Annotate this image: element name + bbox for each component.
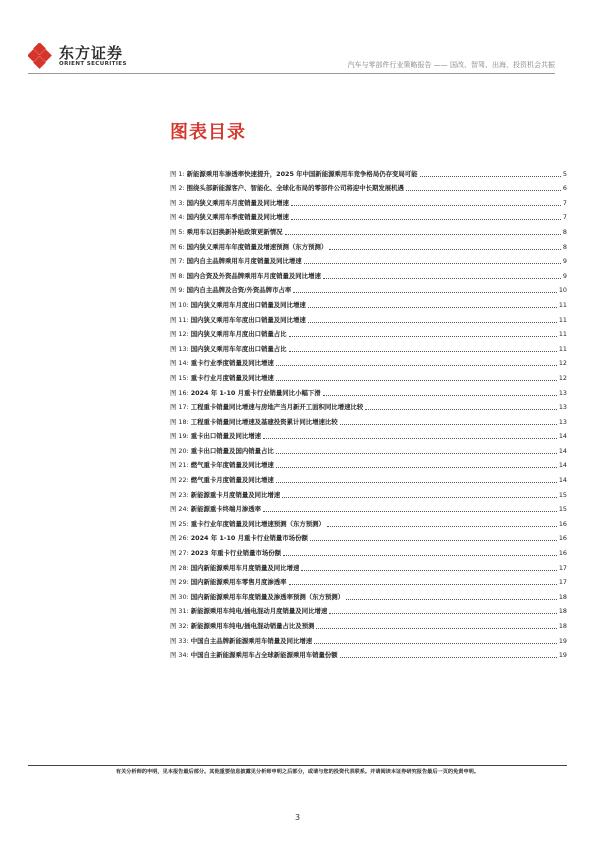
report-header-title: 汽车与零部件行业策略报告 —— 国改、智驾、出海，投资机会共振 xyxy=(347,61,555,69)
toc-figure-label: 图 33: xyxy=(170,636,189,645)
toc-entry[interactable] xyxy=(170,484,567,499)
toc-entry[interactable] xyxy=(170,426,567,441)
toc-leader-dots xyxy=(276,380,557,381)
toc-entry[interactable] xyxy=(170,513,567,528)
toc-figure-label: 图 4: xyxy=(170,213,185,222)
toc-figure-label: 图 10: xyxy=(170,300,189,309)
toc-figure-title: 燃气重卡月度销量及同比增速 xyxy=(190,476,274,485)
toc-figure-label: 图 25: xyxy=(170,519,189,528)
toc-entry[interactable] xyxy=(170,324,567,339)
toc-figure-title: 国内自主品牌及合资/外资品牌市占率 xyxy=(186,286,292,295)
toc-leader-dots xyxy=(276,467,557,468)
toc-figure-label: 图 32: xyxy=(170,622,189,630)
footer-divider xyxy=(28,765,567,766)
toc-leader-dots xyxy=(314,643,557,644)
toc-page-number: 9 xyxy=(562,271,567,280)
toc-figure-title: 国内合资及外资品牌乘用车月度销量及同比增速 xyxy=(186,271,321,280)
toc-entry[interactable] xyxy=(170,455,567,470)
toc-page-number: 19 xyxy=(558,651,567,660)
toc-figure-label: 图 20: xyxy=(170,446,189,455)
toc-page-number: 18 xyxy=(558,622,567,630)
toc-entry[interactable] xyxy=(170,440,567,455)
toc-figure-title: 新能源乘用车纯电/插电混动销量占比及预测 xyxy=(190,622,315,630)
toc-leader-dots xyxy=(304,263,561,264)
toc-leader-dots xyxy=(263,438,557,439)
toc-figure-title: 新能源重卡终端月渗透率 xyxy=(190,505,262,514)
toc-figure-label: 图 29: xyxy=(170,578,189,587)
toc-entry[interactable] xyxy=(170,251,567,266)
toc-entry[interactable] xyxy=(170,338,567,353)
toc-figure-title: 新能源重卡月度销量及同比增速 xyxy=(190,490,281,499)
toc-entry[interactable] xyxy=(170,645,567,660)
toc-figure-title: 2023 年重卡行业销量市场份额 xyxy=(190,549,282,558)
toc-page-number: 14 xyxy=(558,432,567,441)
toc-entry[interactable] xyxy=(170,615,567,630)
toc-figure-label: 图 1: xyxy=(170,169,185,178)
toc-figure-title: 国内狭义乘用车年度出口销量占比 xyxy=(190,344,287,353)
toc-figure-label: 图 19: xyxy=(170,432,189,441)
toc-entry[interactable] xyxy=(170,572,567,587)
page-number: 3 xyxy=(294,813,301,822)
toc-leader-dots xyxy=(308,307,557,308)
toc-figure-label: 图 14: xyxy=(170,359,189,368)
toc-figure-title: 国内新能源乘用车年度销量及渗透率预测（东方预测） xyxy=(190,592,345,601)
toc-entry[interactable] xyxy=(170,294,567,309)
toc-figure-title: 国内狭义乘用车年度销量及增速预测（东方预测） xyxy=(186,242,328,251)
toc-page-number: 13 xyxy=(558,388,567,397)
toc-page-number: 5 xyxy=(562,169,567,178)
toc-leader-dots xyxy=(329,249,561,250)
toc-figure-label: 图 13: xyxy=(170,344,189,353)
toc-figure-title: 2024 年 1-10 月重卡行业销量同比小幅下滑 xyxy=(190,388,321,397)
toc-page-number: 13 xyxy=(558,417,567,426)
toc-page-number: 14 xyxy=(558,446,567,455)
toc-figure-title: 国内自主品牌乘用车月度销量及同比增速 xyxy=(186,257,302,266)
toc-entry[interactable] xyxy=(170,557,567,572)
toc-figure-label: 图 12: xyxy=(170,330,189,339)
toc-figure-title: 中国自主品牌新能源乘用车销量及同比增速 xyxy=(190,636,313,645)
toc-leader-dots xyxy=(346,599,557,600)
toc-page-number: 18 xyxy=(558,592,567,601)
toc-figure-label: 图 11: xyxy=(170,315,189,324)
toc-entry[interactable] xyxy=(170,397,567,412)
toc-page-number: 9 xyxy=(562,257,567,266)
toc-entry[interactable] xyxy=(170,192,567,207)
toc-figure-title: 重卡出口销量及同比增速 xyxy=(190,432,262,441)
toc-figure-title: 国内新能源乘用车零售月度渗透率 xyxy=(190,578,287,587)
toc-leader-dots xyxy=(291,205,561,206)
toc-figure-title: 中国自主新能源乘用车占全球新能源乘用车销量份额 xyxy=(190,651,338,660)
toc-page-number: 15 xyxy=(558,490,567,499)
toc-entry[interactable] xyxy=(170,178,567,193)
logo-english-name: ORIENT SECURITIES xyxy=(59,61,127,67)
toc-figure-title: 2024 年 1-10 月重卡行业销量市场份额 xyxy=(190,534,308,543)
toc-page-number: 7 xyxy=(562,213,567,222)
toc-page-number: 8 xyxy=(562,242,567,251)
toc-leader-dots xyxy=(316,628,556,629)
toc-figure-title: 燃气重卡年度销量及同比增速 xyxy=(190,461,274,470)
toc-figure-label: 图 28: xyxy=(170,563,189,572)
toc-leader-dots xyxy=(340,657,557,658)
page-title: 图表目录 xyxy=(170,122,246,143)
toc-figure-title: 重卡行业季度销量及同比增速 xyxy=(190,359,274,368)
toc-page-number: 15 xyxy=(558,505,567,514)
toc-entry[interactable] xyxy=(170,163,567,178)
toc-entry[interactable] xyxy=(170,236,567,251)
toc-figure-label: 图 3: xyxy=(170,198,185,207)
toc-figure-label: 图 6: xyxy=(170,242,185,251)
toc-figure-title: 新能源乘用车纯电/插电混动月度销量及同比增速 xyxy=(190,607,328,616)
toc-entry[interactable] xyxy=(170,630,567,645)
toc-leader-dots xyxy=(323,278,561,279)
toc-leader-dots xyxy=(310,540,557,541)
toc-figure-label: 图 5: xyxy=(170,227,185,236)
toc-page-number: 11 xyxy=(558,315,567,324)
toc-figure-label: 图 24: xyxy=(170,505,189,514)
toc-leader-dots xyxy=(263,511,557,512)
toc-leader-dots xyxy=(327,526,557,527)
toc-page-number: 11 xyxy=(558,300,567,309)
toc-leader-dots xyxy=(289,336,557,337)
toc-leader-dots xyxy=(282,497,557,498)
toc-figure-title: 工程重卡销量同比增速及基建投资累计同比增速比较 xyxy=(190,417,338,426)
toc-entry[interactable] xyxy=(170,528,567,543)
toc-leader-dots xyxy=(276,482,557,483)
toc-entry[interactable] xyxy=(170,499,567,514)
toc-figure-title: 国内狭义乘用车季度销量及同比增速 xyxy=(186,213,289,222)
toc-figure-title: 工程重卡销量同比增速与房地产当月新开工面积同比增速比较 xyxy=(190,403,364,412)
toc-page-number: 6 xyxy=(562,184,567,193)
toc-page-number: 8 xyxy=(562,227,567,236)
toc-page-number: 11 xyxy=(558,330,567,339)
toc-entry[interactable] xyxy=(170,367,567,382)
toc-figure-label: 图 31: xyxy=(170,607,189,616)
toc-figure-label: 图 2: xyxy=(170,184,185,193)
toc-figure-label: 图 21: xyxy=(170,461,189,470)
toc-entry[interactable] xyxy=(170,309,567,324)
toc-leader-dots xyxy=(308,322,557,323)
toc-page-number: 19 xyxy=(558,636,567,645)
toc-page-number: 16 xyxy=(558,519,567,528)
toc-leader-dots xyxy=(340,424,557,425)
toc-leader-dots xyxy=(285,234,561,235)
toc-figure-label: 图 34: xyxy=(170,651,189,660)
toc-leader-dots xyxy=(276,453,557,454)
disclaimer-text: 有关分析师的申明，见本报告最后部分。其他重要信息披露见分析师申明之后部分，或请与您的投资代表联系。并请阅读本证券研究报告最后一页的免责申明。 xyxy=(115,769,480,775)
toc-figure-label: 图 26: xyxy=(170,534,189,543)
figure-table-of-contents xyxy=(170,163,567,659)
toc-entry[interactable] xyxy=(170,221,567,236)
toc-page-number: 10 xyxy=(558,286,567,295)
header-divider xyxy=(28,73,555,74)
toc-page-number: 12 xyxy=(558,359,567,368)
toc-entry[interactable] xyxy=(170,207,567,222)
toc-figure-label: 图 9: xyxy=(170,286,185,295)
toc-page-number: 17 xyxy=(558,563,567,572)
toc-page-number: 13 xyxy=(558,403,567,412)
toc-figure-title: 重卡出口销量及国内销量占比 xyxy=(190,446,274,455)
toc-figure-title: 国内狭义乘用车月度出口销量占比 xyxy=(190,330,287,339)
toc-figure-label: 图 17: xyxy=(170,403,189,412)
toc-page-number: 12 xyxy=(558,373,567,382)
toc-figure-title: 国内新能源乘用车月度销量及同比增速 xyxy=(190,563,300,572)
toc-leader-dots xyxy=(329,613,557,614)
toc-entry[interactable] xyxy=(170,280,567,295)
toc-leader-dots xyxy=(289,351,557,352)
toc-leader-dots xyxy=(323,395,557,396)
toc-leader-dots xyxy=(276,365,557,366)
toc-figure-label: 图 27: xyxy=(170,549,189,558)
toc-leader-dots xyxy=(406,190,561,191)
toc-figure-title: 围绕头部新能源客户、智能化、全球化布局的零部件公司将迎中长期发展机遇 xyxy=(186,184,404,193)
toc-figure-label: 图 15: xyxy=(170,373,189,382)
logo-chinese-name: 东方证券 xyxy=(59,44,124,62)
toc-page-number: 16 xyxy=(558,549,567,558)
toc-page-number: 14 xyxy=(558,461,567,470)
toc-leader-dots xyxy=(293,292,557,293)
toc-page-number: 7 xyxy=(562,198,567,207)
toc-entry[interactable] xyxy=(170,265,567,280)
toc-entry[interactable] xyxy=(170,353,567,368)
toc-figure-title: 新能源乘用车渗透率快速提升，2025 年中国新能源乘用车竞争格局仍存变局可能 xyxy=(186,169,418,178)
toc-page-number: 11 xyxy=(558,344,567,353)
company-logo xyxy=(28,40,138,76)
toc-figure-label: 图 8: xyxy=(170,271,185,280)
toc-page-number: 16 xyxy=(558,534,567,543)
toc-figure-title: 乘用车以旧换新补贴政策更新情况 xyxy=(186,227,283,236)
toc-leader-dots xyxy=(291,219,561,220)
toc-figure-title: 国内狭义乘用车年度出口销量及同比增速 xyxy=(190,315,306,324)
toc-page-number: 18 xyxy=(558,607,567,616)
toc-entry[interactable] xyxy=(170,469,567,484)
toc-leader-dots xyxy=(289,584,557,585)
toc-leader-dots xyxy=(283,555,557,556)
toc-leader-dots xyxy=(420,176,561,177)
toc-figure-title: 重卡行业月度销量及同比增速 xyxy=(190,373,274,382)
toc-entry[interactable] xyxy=(170,542,567,557)
toc-figure-title: 重卡行业年度销量及同比增速预测（东方预测） xyxy=(190,519,325,528)
toc-figure-title: 国内狭义乘用车月度销量及同比增速 xyxy=(186,198,289,207)
toc-page-number: 14 xyxy=(558,476,567,485)
toc-figure-label: 图 23: xyxy=(170,490,189,499)
toc-leader-dots xyxy=(365,409,557,410)
toc-entry[interactable] xyxy=(170,601,567,616)
toc-figure-label: 图 30: xyxy=(170,592,189,601)
toc-entry[interactable] xyxy=(170,382,567,397)
toc-figure-label: 图 22: xyxy=(170,476,189,485)
toc-figure-title: 国内狭义乘用车月度出口销量及同比增速 xyxy=(190,300,306,309)
toc-page-number: 17 xyxy=(558,578,567,587)
toc-entry[interactable] xyxy=(170,586,567,601)
logo-diamond-icon xyxy=(28,43,54,69)
toc-entry[interactable] xyxy=(170,411,567,426)
toc-figure-label: 图 18: xyxy=(170,417,189,426)
toc-figure-label: 图 7: xyxy=(170,257,185,266)
toc-leader-dots xyxy=(301,570,557,571)
toc-figure-label: 图 16: xyxy=(170,388,189,397)
